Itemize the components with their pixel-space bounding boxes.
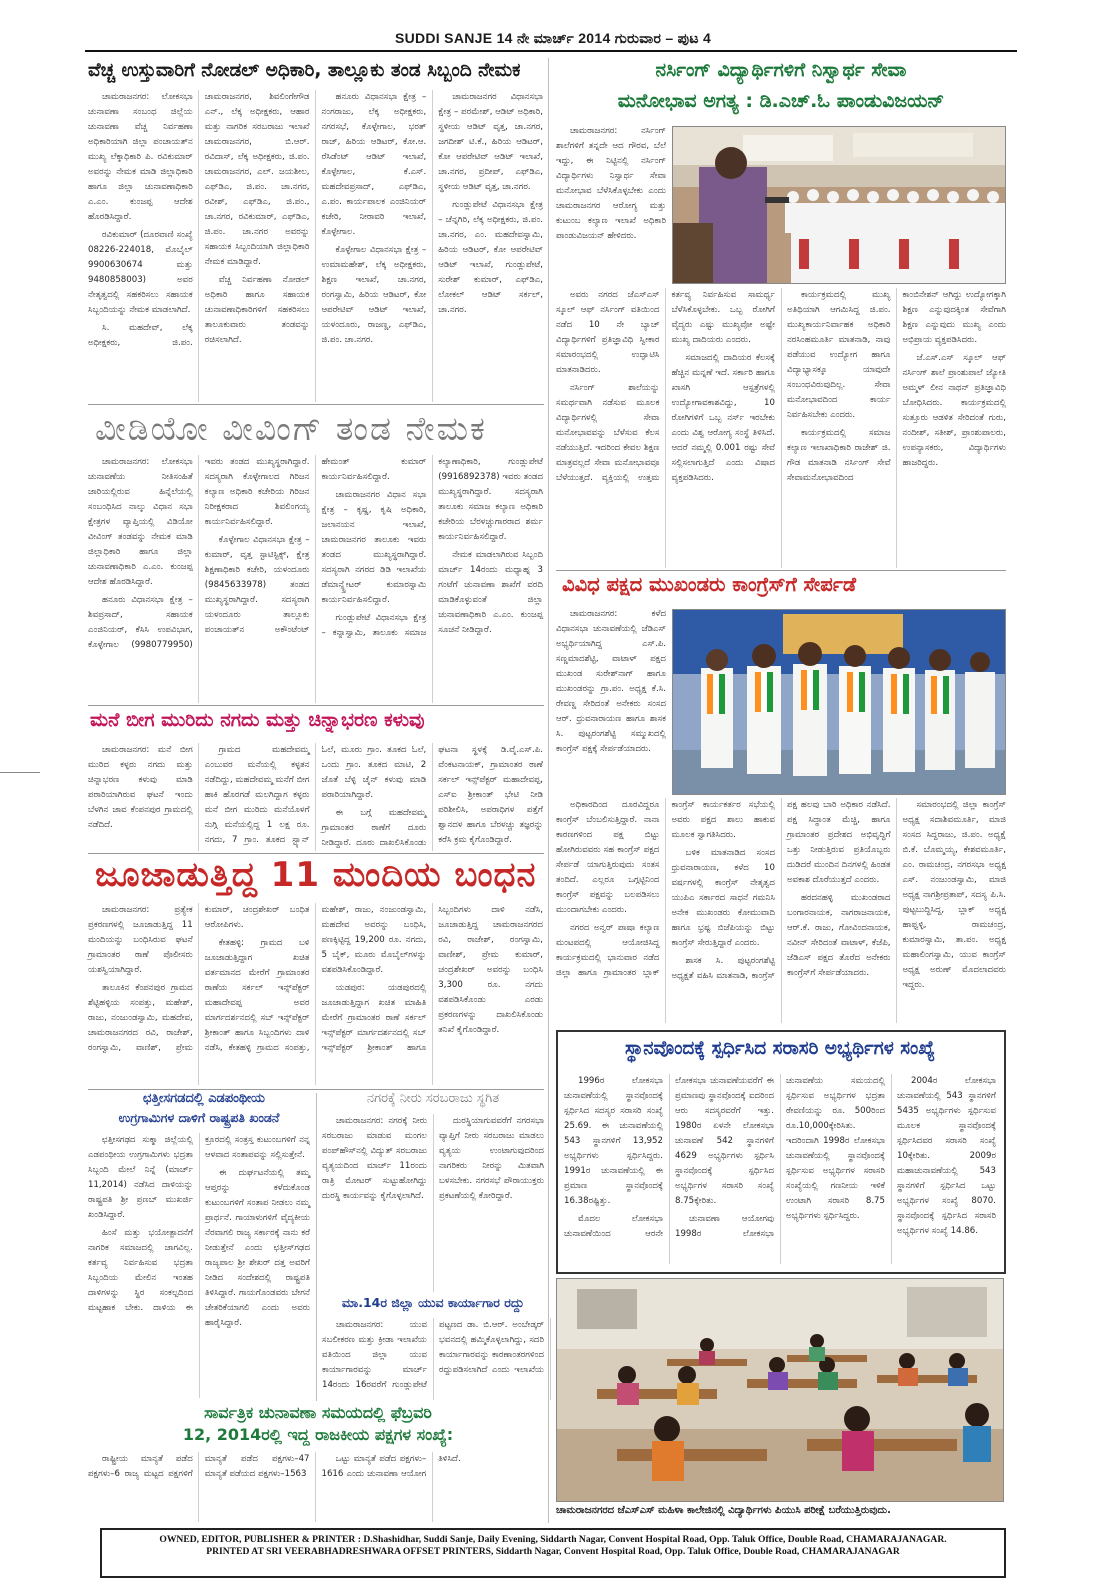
- nursing-para: ಕಾರ್ಯಕ್ರಮದಲ್ಲಿ ಸಮಾಜ ಕಲ್ಯಾಣ ಇಲಾಖಾಧಿಕಾರಿ ರಾಜೇಶ್ ಜಿ. ಗೌಡ ಮಾತನಾಡಿ ನರ್ಸಿಂಗ್ ಸೇವೆ ಸೇವಾಮನೋಭಾವದಿಂದ ಕಾಂಬಿನೇಶನ್ ಆಗಿದ್ದು ಉದ್ಯೋಗಕ್ಕಾಗಿ ಶಿಕ್ಷಣ ಎನ್ನುವುದಕ್ಕಿಂತ ಸೇವೆಗಾಗಿ ಶಿಕ್ಷಣ ಎನ್ನುವುದು ಮುಖ್ಯ ಎಂದು ಅಭಿಪ್ರಾಯ ವ್ಯಕ್ತಪಡಿಸಿದರು.: [787, 290, 1006, 483]
- nursing-headline-line2: ಮನೋಭಾವ ಅಗತ್ಯ : ಡಿ.ಎಚ್.ಓ ಪಾಂಡುವಿಜಯನ್: [617, 90, 945, 112]
- theft-para: ಚಾಮರಾಜನಗರ: ಮನೆ ಬೀಗ ಮುರಿದ ಕಳ್ಳರು ನಗದು ಮತ್ತು ಚಿನ್ನಾಭರಣ ಕಳುವು ಮಾಡಿ ಪರಾರಿಯಾಗಿರುವ ಘಟನೆ ಇಂದು ಬೆಳಗಿನ ಜಾವ ಕೆಂಪನಪುರ ಗ್ರಾಮದಲ್ಲಿ ನಡೆದಿದೆ.: [88, 745, 193, 830]
- exam-hall-photo: [556, 1278, 1004, 1502]
- congress-intro: [556, 607, 666, 795]
- section-divider: [88, 1089, 544, 1090]
- imprint-footer: [100, 1528, 1006, 1578]
- nursing-body: [556, 288, 1006, 568]
- candidates-headline: ಸ್ಥಾನವೊಂದಕ್ಕೆ ಸ್ಪರ್ಧಿಸಿದ ಸರಾಸರಿ ಅಭ್ಯರ್ಥಿಗಳ ಸಂಖ್ಯೆ: [625, 1038, 935, 1059]
- imprint-line-1: OWNED, EDITOR, PUBLISHER & PRINTER : D.Shashidhar, Suddi Sanje, Daily Evening, Siddarth Nagar, Convent Hospital Road, Opp. Taluk Office, Double Road, CHAMARAJANAGAR.: [159, 1534, 947, 1545]
- exam-photo-caption: ಚಾಮರಾಜನಗರದ ಜೆಎಸ್‌ಎಸ್ ಮಹಿಳಾ ಕಾಲೇಜಿನಲ್ಲಿ ವಿದ್ಯಾರ್ಥಿಗಳು ಪಿಯುಸಿ ಪರೀಕ್ಷೆ ಬರೆಯುತ್ತಿರುವುದು.: [556, 1505, 891, 1516]
- congress-body: [556, 798, 1006, 1023]
- video-para: ಗುಂಡ್ಲುಪೇಟೆ ವಿಧಾನಸಭಾ ಕ್ಷೇತ್ರ – ಕನ್ನಾಸ್ವಾಮಿ, ತಾಲೂಕು ಸಮಾಜ ಕಲ್ಯಾಣಾಧಿಕಾರಿ, ಗುಂಡ್ಲುಪೇಟೆ (9916892378) ಇವರು ತಂಡದ ಮುಖ್ಯಸ್ಥರಾಗಿದ್ದಾರೆ. ಸದಸ್ಯರಾಗಿ ತಾಲೂಕು ಸಮಾಜ ಕಲ್ಯಾಣ ಅಧಿಕಾರಿ ಕಚೇರಿಯ ಬೆರಳಚ್ಚುಗಾರರಾದ ಶರ್ಮ ಕಾರ್ಯನಿರ್ವಹಿಸಲಿದ್ದಾರೆ.: [321, 457, 543, 638]
- parties-para: ರಾಷ್ಟ್ರೀಯ ಮಾನ್ಯತೆ ಪಡೆದ ಪಕ್ಷಗಳು–6 ರಾಜ್ಯ ಮಟ್ಟದ ಪಕ್ಷಗಳಿಗೆ ಮಾನ್ಯತೆ ಪಡೆದ ಪಕ್ಷಗಳು–47 ಮಾನ್ಯತೆ ಪಡೆಯದ ಪಕ್ಷಗಳು–1563: [88, 1454, 310, 1479]
- video-para: ಚಾಮರಾಜನಗರ: ಲೋಕಸಭಾ ಚುನಾವಣೆಯ ನೀತಿಸಂಹಿತೆ ಜಾರಿಯಲ್ಲಿರುವ ಹಿನ್ನೆಲೆಯಲ್ಲಿ ಸಂಬಂಧಿಸಿದ ನಾಲ್ಕು ವಿಧಾನ ಸಭಾ ಕ್ಷೇತ್ರಗಳ ವ್ಯಾಪ್ತಿಯಲ್ಲಿ ವಿಡಿಯೋ ವೀವಿಂಗ್ ತಂಡವನ್ನು ನೇಮಕ ಮಾಡಿ ಜಿಲ್ಲಾಧಿಕಾರಿ ಹಾಗೂ ಜಿಲ್ಲಾ ಚುನಾವಣಾಧಿಕಾರಿ ಎ.ಎಂ. ಕುಂಜಪ್ಪ ಆದೇಶ ಹೊರಡಿಸಿದ್ದಾರೆ.: [88, 457, 193, 587]
- nursing-intro-para: ಚಾಮರಾಜನಗರ: ನರ್ಸಿಂಗ್ ಶಾಲೆಗಳಿಗೆ ತನ್ನದೇ ಆದ ಗೌರವ, ಬೆಲೆ ಇದ್ದು, ಈ ನಿಟ್ಟಿನಲ್ಲಿ ನರ್ಸಿಂಗ್ ವಿದ್ಯಾರ್ಥಿಗಳು ನಿಸ್ವಾರ್ಥ ಸೇವಾ ಮನೋಭಾವ ಬೆಳೆಸಿಕೊಳ್ಳಬೇಕು ಎಂದು ಚಾಮರಾಜನಗರ ಆರೋಗ್ಯ ಮತ್ತು ಕುಟುಂಬ ಕಲ್ಯಾಣ ಇಲಾಖೆ ಅಧಿಕಾರಿ ಪಾಂಡುವಿಜಯನ್ ಹೇಳಿದರು.: [556, 126, 666, 241]
- parties-body: [88, 1452, 543, 1522]
- candidates-para: ಮೊದಲ ಲೋಕಸಭಾ ಚುನಾವಣೆಯಿಂದ ಆರನೇ ಲೋಕಸಭಾ ಚುನಾವಣೆಯವರೆಗೆ ಈ ಪ್ರಮಾಣವು ಸ್ಥಾನವೊಂದಕ್ಕೆ ಐದರಿಂದ ಆರು ಸದಸ್ಯರವರೆಗೆ ಇತ್ತು. 1980ರ ಏಳನೇ ಲೋಕಸಭಾ ಚುನಾವಣೆ 542 ಸ್ಥಾನಗಳಿಗೆ 4629 ಅಭ್ಯರ್ಥಿಗಳು ಸ್ಪರ್ಧಿಸಿ ಸ್ಥಾನವೊಂದಕ್ಕೆ ಸ್ಪರ್ಧಿಸಿದ ಅಭ್ಯರ್ಥಿಗಳ ಸರಾಸರಿ ಸಂಖ್ಯೆ 8.75ಕ್ಕೇರಿತು.: [564, 1076, 774, 1239]
- gamblers-para: ಚಾಮರಾಜನಗರ: ಪ್ರತ್ಯೇಕ ಪ್ರಕರಣಗಳಲ್ಲಿ ಜೂಜಾಡುತ್ತಿದ್ದ 11 ಮಂದಿಯನ್ನು ಬಂಧಿಸಿರುವ ಘಟನೆ ಗ್ರಾಮಾಂತರ ಠಾಣೆ ಪೊಲೀಸರು ಯಶಸ್ವಿಯಾಗಿದ್ದಾರೆ.: [88, 905, 193, 975]
- candidates-body: [564, 1074, 996, 1264]
- maoist-para: ಛತ್ತೀಸಗಢದ ಸುಕ್ಮಾ ಜಿಲ್ಲೆಯಲ್ಲಿ ಎಡಪಂಥೀಯ ಉಗ್ರಗಾಮಿಗಳು ಭದ್ರತಾ ಸಿಬ್ಬಂದಿ ಮೇಲೆ ನಿನ್ನೆ (ಮಾರ್ಚ್ 11,2014) ನಡೆಸಿದ ದಾಳಿಯನ್ನು ರಾಷ್ಟ್ರಪತಿ ಶ್ರೀ ಪ್ರಣಬ್ ಮುಖರ್ಜಿ ಖಂಡಿಸಿದ್ದಾರೆ.: [88, 1135, 193, 1220]
- nodal-para: ಚಾಮರಾಜನಗರ: ಲೋಕಸಭಾ ಚುನಾವಣಾ ಸಂಬಂಧ ಜಿಲ್ಲೆಯ ಚುನಾವಣಾ ವೆಚ್ಚ ನಿರ್ವಹಣಾ ಅಧಿಕಾರಿಯಾಗಿ ಜಿಲ್ಲಾ ಪಂಚಾಯತ್‌ನ ಮುಖ್ಯ ಲೆಕ್ಕಾಧಿಕಾರಿ ಪಿ. ರವಿಕುಮಾರ್ ಅವರನ್ನು ನೇಮಕ ಮಾಡಿ ಜಿಲ್ಲಾಧಿಕಾರಿ ಹಾಗೂ ಜಿಲ್ಲಾ ಚುನಾವಣಾಧಿಕಾರಿ ಎ.ಎಂ. ಕುಂಜಪ್ಪ ಆದೇಶ ಹೊರಡಿಸಿದ್ದಾರೆ.: [88, 92, 193, 222]
- nodal-para: ಹನೂರು ವಿಧಾನಸಭಾ ಕ್ಷೇತ್ರ – ನಂಗರಾಜು, ಲೆಕ್ಕ ಅಧೀಕ್ಷಕರು, ನಗರಸಭೆ, ಕೊಳ್ಳೇಗಾಲ, ಭರತ್ ರಾಜ್, ಹಿರಿಯ ಆಡಿಟರ್, ಕೋ.ಆ. ರೆಸಿಡೆಂಟ್ ಆಡಿಟ್ ಇಲಾಖೆ, ಕೊಳ್ಳೇಗಾಲ, ಕೆ.ಎಸ್. ಮಹದೇವಪ್ರಸಾದ್, ಎಫ್‌ಡಿಎ, ಎ.ಪಂ. ಕಾರ್ಯಪಾಲಕ ಎಂಜಿನಿಯರ್ ಕಚೇರಿ, ನೀರಾವರಿ ಇಲಾಖೆ, ಕೊಳ್ಳೇಗಾಲ.: [321, 92, 427, 237]
- nursing-para: ಸಮಾಜದಲ್ಲಿ ದಾದಿಯರ ಕೆಲಸಕ್ಕೆ ಹೆಚ್ಚಿನ ಮನ್ನಣೆ ಇದೆ. ಸರ್ಕಾರಿ ಹಾಗೂ ಖಾಸಗಿ ಆಸ್ಪತ್ರೆಗಳಲ್ಲಿ ಉದ್ಯೋಗಾವಕಾಶವಿದ್ದು, 10 ರೋಗಿಗಳಿಗೆ ಒಬ್ಬ ನರ್ಸ್ ಇರಬೇಕು ಎಂದು ವಿಶ್ವ ಆರೋಗ್ಯ ಸಂಸ್ಥೆ ತಿಳಿಸಿದೆ. ಆದರೆ ನಮ್ಮಲ್ಲಿ 0.001 ರಷ್ಟು ಸೇವೆ ಸಲ್ಲಿಸಲಾಗುತ್ತಿದೆ ಎಂದು ವಿಷಾದ ವ್ಯಕ್ತಪಡಿಸಿದರು.: [671, 353, 775, 483]
- paper-name: SUDDI SANJE: [394, 30, 493, 46]
- maoist-para: ಈ ದುರ್ಘಟನೆಯಲ್ಲಿ ತಮ್ಮ ಆಪ್ತರನ್ನು ಕಳೆದುಕೊಂಡ ಕುಟುಂಬಗಳಿಗೆ ಸಂತಾಪ ನೀಡಲು ನಮ್ಮ ಪ್ರಾರ್ಥನೆ. ಗಾಯಾಳುಗಳಿಗೆ ವೈದ್ಯಕೀಯ ನೆರವಾಗಲಿ ರಾಜ್ಯ ಸರ್ಕಾರಕ್ಕೆ ನಾನು ಕರೆ ನೀಡುತ್ತೇನೆ ಎಂದು ಛತ್ತೀಸ್‌ಗಢದ ರಾಜ್ಯಪಾಲ ಶ್ರೀ ಶೇಖರ್ ದತ್ತ ಅವರಿಗೆ ನೀಡಿದ ಸಂದೇಶದಲ್ಲಿ ರಾಷ್ಟ್ರಪತಿ ತಿಳಿಸಿದ್ದಾರೆ. ಗಾಯಗೊಂಡವರು ಬೇಗನೆ ಚೇತರಿಕೆಯಾಗಲಿ ಎಂದು ಅವರು ಹಾರೈಸಿದ್ದಾರೆ.: [205, 1168, 310, 1328]
- masthead-rule: [85, 50, 1017, 52]
- congress-para: ಬಳಿಕ ಮಾತನಾಡಿದ ಸಂಸದ ಧ್ರುವನಾರಾಯಣ, ಕಳೆದ 10 ವರ್ಷಗಳಲ್ಲಿ ಕಾಂಗ್ರೆಸ್ ನೇತೃತ್ವದ ಯುಪಿಎ ಸರ್ಕಾರದ ಸಾಧನೆ ಗಮನಿಸಿ ಅನೇಕ ಮುಖಂಡರು ಕೋಮುವಾದಿ ಹಾಗೂ ಭ್ರಷ್ಟ ಬಿಜೆಪಿಯನ್ನು ಬಿಟ್ಟು ಕಾಂಗ್ರೆಸ್ ಸೇರುತ್ತಿದ್ದಾರೆ ಎಂದರು.: [671, 848, 775, 948]
- nursing-photo-image: [673, 127, 1005, 283]
- congress-headline: ವಿವಿಧ ಪಕ್ಷದ ಮುಖಂಡರು ಕಾಂಗ್ರೆಸ್‌ಗೆ ಸೇರ್ಪಡೆ: [562, 573, 857, 596]
- maoist-headline-line1: ಛತ್ತೀಸಗಡದಲ್ಲಿ ಎಡಪಂಥೀಯ: [143, 1091, 265, 1106]
- congress-para: ಹರದನಹಳ್ಳಿ ಮುಖಂಡರಾದ ಬಂಗಾರನಾಯಕ, ನಾಗರಾಜನಾಯಕ, ಆರ್.ಕೆ. ರಾಜು, ಗೋವಿಂದನಾಯಕ, ನವೀನ್ ಸೇರಿದಂತೆ ವಾಟಾಳ್, ಕೆಜೆಪಿ, ಜೆಡಿಎಸ್ ಪಕ್ಷದ ತೊರೆದ ಅನೇಕರು ಕಾಂಗ್ರೆಸ್‌ಗೆ ಸೇರ್ಪಡೆಯಾದರು.: [787, 893, 891, 978]
- nursing-para: ಜೆ.ಎಸ್.ಎಸ್ ಸ್ಕೂಲ್ ಆಫ್ ನರ್ಸಿಂಗ್ ಶಾಲೆ ಪ್ರಾಂಶುಪಾಲೆ ಜ್ಯೋತಿ ಅಮ್ಮಳ್ ಲೀನ ನಾಥನ್ ಪ್ರತಿಜ್ಞಾವಿಧಿ ಬೋಧಿಸಿದರು. ಕಾರ್ಯಕ್ರಮದಲ್ಲಿ ಸುತ್ತೂರು ಆಡಳಿತ ಸೇರಿದಂತೆ ಗುರು, ನಂದೀಶ್, ಸತೀಶ್, ಪ್ರಾಂಶುಪಾಲರು, ಉಪನ್ಯಾಸಕರು, ವಿದ್ಯಾರ್ಥಿಗಳು ಹಾಜರಿದ್ದರು.: [902, 353, 1006, 468]
- youth-headline: ಮಾ.14ರ ಜಿಲ್ಲಾ ಯುವ ಕಾರ್ಯಾಗಾರ ರದ್ದು: [341, 1295, 525, 1310]
- theft-headline: ಮನೆ ಬೀಗ ಮುರಿದು ನಗದು ಮತ್ತು ಚಿನ್ನಾಭರಣ ಕಳುವು: [90, 709, 425, 731]
- congress-para: ಶಾಸಕ ಸಿ. ಪುಟ್ಟರಂಗಶೆಟ್ಟಿ ಅಧ್ಯಕ್ಷತೆ ವಹಿಸಿ ಮಾತನಾಡಿ, ಕಾಂಗ್ರೆಸ್ ಪಕ್ಷ ಹಲವು ಬಾರಿ ಅಧಿಕಾರ ನಡೆಸಿದೆ. ಪಕ್ಷ ಸಿದ್ಧಾಂತ ಮೆಚ್ಚಿ, ಹಾಗೂ ಗ್ರಾಮಾಂತರ ಪ್ರದೇಶದ ಅಭಿವೃದ್ಧಿಗೆ ಒತ್ತು ನೀಡುತ್ತಿರುವ ಪ್ರತಿಯೊಬ್ಬರು ದುಡಿದರೆ ಮುಂದಿನ ದಿನಗಳಲ್ಲಿ ಹಿಂಡತ ಅವಕಾಶ ದೊರೆಯುತ್ತದೆ ಎಂದರು.: [671, 800, 891, 981]
- water-para: ಚಾಮರಾಜನಗರ: ನಗರಕ್ಕೆ ನೀರು ಸರಬರಾಜು ಮಾಡುವ ಮಂಗಲ ಪಂಪ್‌ಹೌಸ್‌ನಲ್ಲಿ ವಿದ್ಯುತ್ ಸರಬರಾಜು ವ್ಯತ್ಯಯದಿಂದ ಮಾರ್ಚ್ 11ರಂದು ರಾತ್ರಿ ಮೋಟರ್ ಸುಟ್ಟುಹೋಗಿದ್ದು ದುರಸ್ಥಿ ಕಾರ್ಯವನ್ನು ಕೈಗೊಳ್ಳಲಾಗಿದೆ.: [322, 1116, 427, 1201]
- section-divider: [88, 705, 544, 706]
- nursing-para: ಕಾರ್ಯಕ್ರಮದಲ್ಲಿ ಮುಖ್ಯ ಅತಿಥಿಯಾಗಿ ಆಗಮಿಸಿದ್ದ ಜಿ.ಪಂ. ಮುಖ್ಯಕಾರ್ಯನಿರ್ವಾಹಕ ಅಧಿಕಾರಿ ನರಸಿಂಹಮೂರ್ತಿ ಮಾತನಾಡಿ, ನಾವು ಪಡೆಯುವ ಉದ್ಯೋಗ ಹಾಗೂ ವಿದ್ಯಾಭ್ಯಾಸಕ್ಕೂ ಯಾವುದೇ ಸಂಬಂಧವಿರುವುದಿಲ್ಲ. ಸೇವಾ ಮನೋಭಾವದಿಂದ ಕಾರ್ಯ ನಿರ್ವಹಿಸಬೇಕು ಎಂದರು.: [787, 290, 891, 420]
- page-center-divider: [548, 58, 549, 1523]
- nursing-intro: [556, 124, 666, 282]
- section-divider: [88, 853, 544, 854]
- congress-intro-para: ಚಾಮರಾಜನಗರ: ಕಳೆದ ವಿಧಾನಸಭಾ ಚುನಾವಣೆಯಲ್ಲಿ ಜೆಡಿಎಸ್ ಅಭ್ಯರ್ಥಿಯಾಗಿದ್ದ ಎಸ್.ಪಿ. ಸಣ್ಣಮಾದಶೆಟ್ಟಿ, ವಾಟಾಳ್ ಪಕ್ಷದ ಮುಖಂಡ ಸುರೇಶ್‌ನಾಗ್ ಹಾಗೂ ಮುಖಂಡರನ್ನು ಗ್ರಾ.ಪಂ. ಅಧ್ಯಕ್ಷ ಕೆ.ಸಿ. ರೇವಣ್ಣ ಸೇರಿದಂತೆ ಅನೇಕರು ಸಂಸದ ಆರ್. ಧ್ರುವನಾರಾಯಣ ಹಾಗೂ ಶಾಸಕ ಸಿ. ಪುಟ್ಟರಂಗಶೆಟ್ಟಿ ಸಮ್ಮುಖದಲ್ಲಿ ಕಾಂಗ್ರೆಸ್ ಪಕ್ಷಕ್ಕೆ ಸೇರ್ಪಡೆಯಾದರು.: [556, 609, 666, 754]
- nodal-body: [88, 90, 543, 402]
- congress-para: ನಗರದ ಅನ್ವರ್ ಪಾಷಾ ಕಲ್ಯಾಣ ಮಂಟಪದಲ್ಲಿ ಆಯೋಜಿಸಿದ್ದ ಕಾರ್ಯಕ್ರಮದಲ್ಲಿ ಭಾನುವಾರ ನಡೆದ ಜಿಲ್ಲಾ ಹಾಗೂ ಗ್ರಾಮಾಂತರ ಬ್ಲಾಕ್ ಕಾಂಗ್ರೆಸ್ ಕಾರ್ಯಕರ್ತರ ಸಭೆಯಲ್ಲಿ ಅವರು ಪಕ್ಷದ ಶಾಲು ಹಾಕುವ ಮೂಲಕ ಸ್ವಾಗತಿಸಿದರು.: [556, 800, 775, 978]
- gamblers-headline: ಜೂಜಾಡುತ್ತಿದ್ದ 11 ಮಂದಿಯ ಬಂಧನ: [95, 855, 537, 895]
- page-number: ಪುಟ 4: [677, 30, 712, 46]
- water-body: [322, 1114, 544, 1292]
- parties-headline-line1: ಸಾರ್ವತ್ರಿಕ ಚುನಾವಣಾ ಸಮಯದಲ್ಲಿ ಫೆಬ್ರವರಿ: [204, 1403, 432, 1422]
- video-headline: ವೀಡಿಯೋ ವೀವಿಂಗ್ ತಂಡ ನೇಮಕ: [95, 409, 487, 448]
- crop-mark: [0, 772, 40, 773]
- theft-para: ಈ ಬಗ್ಗೆ ಮಹದೇವಮ್ಮ ಗ್ರಾಮಾಂತರ ಠಾಣೆಗೆ ದೂರು ನೀಡಿದ್ದಾರೆ. ದೂರು ದಾಖಲಿಸಿಕೊಂಡು ಘಟನಾ ಸ್ಥಳಕ್ಕೆ ಡಿ.ವೈ.ಎಸ್.ಪಿ. ವೆಂಕಟನಾಯಕ್, ಗ್ರಾಮಾಂತರ ಠಾಣೆ ಸರ್ಕಲ್ ಇನ್ಸ್‌ಪೆಕ್ಟರ್ ಮಹಾದೇವಪ್ಪ, ಎಸ್‌ಐ ಶ್ರೀಕಾಂತ್ ಭೇಟಿ ನೀಡಿ ಪರಿಶೀಲಿಸಿ, ಅಪರಾಧಿಗಳ ಪತ್ತೆಗೆ ಶ್ವಾನದಳ ಹಾಗೂ ಬೆರಳಚ್ಚು ತಜ್ಞರನ್ನು ಕರೆಸಿ ಕ್ರಮ ಕೈಗೊಂಡಿದ್ದಾರೆ.: [321, 745, 543, 848]
- section-divider: [88, 404, 544, 405]
- imprint-line-2: PRINTED AT SRI VEERABHADRESHWARA OFFSET PRINTERS, Siddarth Nagar, Convent Hospital Road, Opp. Taluk Office, Double Road, CHAMARAJANAGAR: [206, 1546, 900, 1557]
- candidates-para: 1996ರ ಲೋಕಸಭಾ ಚುನಾವಣೆಯಲ್ಲಿ ಸ್ಥಾನವೊಂದಕ್ಕೆ ಸ್ಪರ್ಧಿಸಿದ ಸದಸ್ಯರ ಸರಾಸರಿ ಸಂಖ್ಯೆ 25.69. ಈ ಚುನಾವಣೆಯಲ್ಲಿ 543 ಸ್ಥಾನಗಳಿಗೆ 13,952 ಅಭ್ಯರ್ಥಿಗಳು ಸ್ಪರ್ಧಿಸಿದ್ದರು. 1991ರ ಚುನಾವಣೆಯಲ್ಲಿ ಈ ಪ್ರಮಾಣ ಸ್ಥಾನವೊಂದಕ್ಕೆ 16.38ರಷ್ಟಿತ್ತು.: [564, 1076, 663, 1206]
- congress-photo-image: [673, 610, 1005, 794]
- congress-para: ಅಧಿಕಾರದಿಂದ ದೂರವಿದ್ದರೂ ಕಾಂಗ್ರೆಸ್ ಬೆಂಬಲಿಸುತ್ತಿದ್ದಾರೆ. ನಾನಾ ಕಾರಣಗಳಿಂದ ಪಕ್ಷ ಬಿಟ್ಟು ಹೋಗಿರುವವರು ಸಹ ಕಾಂಗ್ರೆಸ್ ಪಕ್ಷದ ಸೇರ್ಪಡೆ ಯಾಗುತ್ತಿರುವುದು ಸಂತಸ ತಂದಿದೆ. ಎಲ್ಲರೂ ಒಗ್ಗಟ್ಟಿನಿಂದ ಕಾಂಗ್ರೆಸ್ ಪಕ್ಷವನ್ನು ಬಲಪಡಿಸಲು ಮುಂದಾಗಬೇಕು ಎಂದರು.: [556, 800, 660, 915]
- gamblers-body: [88, 903, 543, 1085]
- gamblers-para: ಕೇತಹಳ್ಳಿ: ಗ್ರಾಮದ ಬಳಿ ಜೂಜಾಡುತ್ತಿದ್ದಾಗ ಖಚಿತ ವರ್ತಮಾನದ ಮೇರೆಗೆ ಗ್ರಾಮಾಂತರ ಠಾಣೆಯ ಸರ್ಕಲ್ ಇನ್ಸ್‌ಪೆಕ್ಟರ್ ಮಹಾದೇವಪ್ಪ ಅವರ ಮಾರ್ಗದರ್ಶನದಲ್ಲಿ ಸಬ್ ಇನ್ಸ್‌ಪೆಕ್ಟರ್ ಶ್ರೀಕಾಂತ್ ಹಾಗೂ ಸಿಬ್ಬಂದಿಗಳು ದಾಳಿ ನಡೆಸಿ, ಕೇತಹಳ್ಳಿ ಗ್ರಾಮದ ಸಂಪತ್ತು, ಮಹೇಶ್, ರಾಜು, ನಂಜುಂಡಸ್ವಾಮಿ, ಮಹದೇವ ಅವರನ್ನು ಬಂಧಿಸಿ, ಪಣಕ್ಕಿಟ್ಟಿದ್ದ 19,200 ರೂ. ನಗದು, 5 ಬೈಕ್, ಮೂರು ಮೊಬೈಲ್‌ಗಳನ್ನು ವಶಪಡಿಸಿಕೊಂಡಿದ್ದಾರೆ.: [204, 905, 427, 1053]
- candidates-para: ಚುನಾವಣಾ ಆಯೋಗವು 1998ರ ಲೋಕಸಭಾ ಚುನಾವಣೆಯ ಸಮಯದಲ್ಲಿ ಸ್ಪರ್ಧಿಸುವ ಅಭ್ಯರ್ಥಿಗಳ ಭದ್ರತಾ ಠೇವಣಿಯನ್ನು ರೂ. 500ರಿಂದ ರೂ.10,000ಕ್ಕೇರಿಸಿತು. ಇದರಿಂದಾಗಿ 1998ರ ಲೋಕಸಭಾ ಚುನಾವಣೆಯಲ್ಲಿ ಸ್ಥಾನವೊಂದಕ್ಕೆ ಸ್ಪರ್ಧಿಸುವ ಅಭ್ಯರ್ಥಿಗಳ ಸರಾಸರಿ ಸಂಖ್ಯೆಯಲ್ಲಿ ಗಣನೀಯ ಇಳಿಕೆ ಉಂಟಾಗಿ ಸರಾಸರಿ 8.75 ಅಭ್ಯರ್ಥಿಗಳು ಸ್ಪರ್ಧಿಸಿದ್ದರು.: [675, 1076, 885, 1239]
- congress-joining-photo: [672, 609, 1006, 795]
- maoist-body: [88, 1133, 310, 1398]
- section-divider: [556, 570, 1006, 571]
- nodal-para: ಚಾಮರಾಜನಗರ ವಿಧಾನಸಭಾ ಕ್ಷೇತ್ರ – ಪರಮೇಶ್, ಆಡಿಟ್ ಅಧಿಕಾರಿ, ಸ್ಥಳೀಯ ಆಡಿಟ್ ವೃತ್ತ, ಚಾ.ನಗರ, ಜಗದೀಶ್ ಟಿ.ಕೆ., ಹಿರಿಯ ಆಡಿಟರ್, ಕೋ ಆಪರೇಟಿವ್ ಆಡಿಟ್ ಇಲಾಖೆ, ಚಾ.ನಗರ, ಪ್ರದೀಪ್, ಎಫ್‌ಡಿಎ, ಸ್ಥಳೀಯ ಆಡಿಟ್ ವೃತ್ತ, ಚಾ.ನಗರ.: [438, 92, 543, 192]
- water-headline: ನಗರಕ್ಕೆ ನೀರು ಸರಬರಾಜು ಸ್ಥಗಿತ: [366, 1091, 500, 1106]
- nodal-para: ಸಿ. ಮಹದೇವ್, ಲೆಕ್ಕ ಅಧೀಕ್ಷಕರು, ಜಿ.ಪಂ. ಚಾಮರಾಜನಗರ, ಶಿವಲಿಂಗೇಗೌಡ ಎನ್., ಲೆಕ್ಕ ಅಧೀಕ್ಷಕರು, ಆಹಾರ ಮತ್ತು ನಾಗರಿಕ ಸರಬರಾಜು ಇಲಾಖೆ ಚಾಮರಾಜನಗರ, ಬಿ.ಆರ್. ರವಿದಾಸ್, ಲೆಕ್ಕ ಅಧೀಕ್ಷಕರು, ಜಿ.ಪಂ. ಚಾಮರಾಜನಗರ, ಎಲ್. ಜಯಶೀಲ, ಎಫ್‌ಡಿಎ, ಜಿ.ಪಂ. ಚಾ.ನಗರ, ರವೀಶ್, ಎಫ್‌ಡಿಎ, ಜಿ.ಪಂ., ಚಾ.ನಗರ, ರವಿಕುಮಾರ್, ಎಫ್‌ಡಿಎ, ಜಿ.ಪಂ. ಚಾ.ನಗರ ಅವರನ್ನು ಸಹಾಯಕ ಸಿಬ್ಬಂದಿಯಾಗಿ ಜಿಲ್ಲಾಧಿಕಾರಿ ನೇಮಕ ಮಾಡಿದ್ದಾರೆ.: [88, 92, 310, 348]
- exam-photo-image: [557, 1279, 1003, 1501]
- masthead: SUDDI SANJE 14 ನೇ ಮಾರ್ಚ್ 2014 ಗುರುವಾರ – ಪುಟ 4: [394, 30, 712, 46]
- youth-body: [322, 1318, 544, 1400]
- video-para: ಕೊಳ್ಳೇಗಾಲ ವಿಧಾನಸಭಾ ಕ್ಷೇತ್ರ – ಕುಮಾರ್, ವೃತ್ತ ಸ್ಟಾಟಿಸ್ಟಿಕ್ಸ್, ಕ್ಷೇತ್ರ ಶಿಕ್ಷಣಾಧಿಕಾರಿ ಕಚೇರಿ, ಯಳಂದೂರು (9845633978) ತಂಡದ ಮುಖ್ಯಸ್ಥರಾಗಿದ್ದಾರೆ. ಸದಸ್ಯರಾಗಿ ಯಳಂದೂರು ತಾಲ್ಲೂಕು ಪಂಚಾಯತ್‌ನ ಅಕೌಂಟೆಂಟ್ ಹೇಮಂತ್ ಕುಮಾರ್ ಕಾರ್ಯನಿರ್ವಹಿಸಲಿದ್ದಾರೆ.: [204, 457, 427, 635]
- nodal-headline: ವೆಚ್ಚ ಉಸ್ತುವಾರಿಗೆ ನೋಡಲ್ ಅಧಿಕಾರಿ, ತಾಲ್ಲೂಕು ತಂಡ ಸಿಬ್ಬಂದಿ ನೇಮಕ: [88, 60, 521, 81]
- video-para: ಚಾಮರಾಜನಗರ ವಿಧಾನ ಸಭಾ ಕ್ಷೇತ್ರ – ಕೃಷ್ಣ, ಕೃಷಿ ಅಧಿಕಾರಿ, ಜಲಾನಯನ ಇಲಾಖೆ, ಚಾಮರಾಜನಗರ ತಾಲೂಕು ಇವರು ತಂಡದ ಮುಖ್ಯಸ್ಥರಾಗಿದ್ದಾರೆ. ಸದಸ್ಯರಾಗಿ ನಗರದ ಡಿಡಿ ಇಲಾಖೆಯ ಡೆಮಾನ್ಸ್ಟ್ರೇಟರ್ ಕುಮಾರಸ್ವಾಮಿ ಕಾರ್ಯನಿರ್ವಹಿಸಲಿದ್ದಾರೆ.: [321, 490, 427, 605]
- video-para: ಹನೂರು ವಿಧಾನಸಭಾ ಕ್ಷೇತ್ರ – ಶಿವಪ್ರಸಾದ್, ಸಹಾಯಕ ಎಂಜಿನಿಯರ್, ಕೆಸಿಸಿ ಉಪವಿಭಾಗ, ಕೊಳ್ಳೇಗಾಲ (9980779950) ಇವರು ತಂಡದ ಮುಖ್ಯಸ್ಥರಾಗಿದ್ದಾರೆ. ಸದಸ್ಯರಾಗಿ ಕೊಳ್ಳೇಗಾಲದ ಗಿರಿಜನ ಕಲ್ಯಾಣ ಅಧಿಕಾರಿ ಕಚೇರಿಯ ಗಿರಿಜನ ನಿರೀಕ್ಷಕರಾದ ಶಿವಲಿಂಗಯ್ಯ ಕಾರ್ಯನಿರ್ವಹಿಸಲಿದ್ದಾರೆ.: [88, 457, 310, 650]
- gamblers-para: ತಾಲೂಕಿನ ಕೆಂಪನಪುರ ಗ್ರಾಮದ ಶೆಟ್ಟಿಹಳ್ಳಿಯ ಸಂಪತ್ತು, ಮಹೇಶ್, ರಾಜು, ನಂಜುಂಡಸ್ವಾಮಿ, ಮಹದೇವ, ಚಾಮರಾಜನಗರದ ರವಿ, ರಾಜೇಶ್, ರಂಗಸ್ವಾಮಿ, ವಾಣಿಶ್, ಪ್ರೇಮ ಕುಮಾರ್, ಚಂದ್ರಶೇಖರ್ ಬಂಧಿತ ಆರೋಪಿಗಳು.: [88, 905, 310, 1053]
- nursing-ceremony-photo: [672, 126, 1006, 284]
- video-para: ನೇಮಕ ಮಾಡಲಾಗಿರುವ ಸಿಬ್ಬಂದಿ ಮಾರ್ಚ್ 14ರಂದು ಮಧ್ಯಾಹ್ನ 3 ಗಂಟೆಗೆ ಚುನಾವಣಾ ಶಾಖೆಗೆ ವರದಿ ಮಾಡಿಕೊಳ್ಳುವಂತೆ ಜಿಲ್ಲಾ ಚುನಾವಣಾಧಿಕಾರಿ ಎ.ಎಂ. ಕುಂಜಪ್ಪ ಸೂಚನೆ ನೀಡಿದ್ದಾರೆ.: [438, 550, 543, 635]
- theft-body: [88, 743, 543, 851]
- gamblers-para: ಯಡಪುರ: ಯಡಪುರದಲ್ಲಿ ಜೂಜಾಡುತ್ತಿದ್ದಾಗ ಖಚಿತ ಮಾಹಿತಿ ಮೇರೆಗೆ ಗ್ರಾಮಾಂತರ ಠಾಣೆ ಸರ್ಕಲ್ ಇನ್ಸ್‌ಪೆಕ್ಟರ್ ಮಾರ್ಗದರ್ಶನದಲ್ಲಿ ಸಬ್ ಇನ್ಸ್‌ಪೆಕ್ಟರ್ ಶ್ರೀಕಾಂತ್ ಹಾಗೂ ಸಿಬ್ಬಂದಿಗಳು ದಾಳಿ ನಡೆಸಿ, ಜೂಜಾಡುತ್ತಿದ್ದ ಚಾಮರಾಜನಗರದ ರವಿ, ರಾಜೇಶ್, ರಂಗಸ್ವಾಮಿ, ವಾಣೀಶ್, ಪ್ರೇಮ ಕುಮಾರ್, ಚಂದ್ರಶೇಖರ್ ಅವರನ್ನು ಬಂಧಿಸಿ 3,300 ರೂ. ನಗದು ವಶಪಡಿಸಿಕೊಂಡು ಎರಡು ಪ್ರಕರಣಗಳನ್ನು ದಾಖಲಿಸಿಕೊಂಡು ತನಿಖೆ ಕೈಗೊಂಡಿದ್ದಾರೆ.: [321, 905, 543, 1053]
- nodal-para: ರವಿಕುಮಾರ್ (ದೂರವಾಣಿ ಸಂಖ್ಯೆ 08226-224018, ಮೊಬೈಲ್ 9900630674 ಮತ್ತು 9480858003) ಅವರ ನೇತೃತ್ವದಲ್ಲಿ ಸಹಕರಿಸಲು ಸಹಾಯಕ ಸಿಬ್ಬಂದಿಯನ್ನು ನೇಮಕ ಮಾಡಲಾಗಿದೆ.: [88, 230, 193, 315]
- nodal-para: ವೆಚ್ಚ ನಿರ್ವಹಣಾ ನೋಡಲ್ ಅಧಿಕಾರಿ ಹಾಗೂ ಸಹಾಯಕ ಚುನಾವಣಾಧಿಕಾರಿಗಳಿಗೆ ಸಹಕರಿಸಲು ತಾಲೂಕುವಾರು ತಂಡವನ್ನು ರಚಿಸಲಾಗಿದೆ.: [204, 275, 310, 345]
- maoist-headline-line2: ಉಗ್ರಗಾಮಿಗಳ ದಾಳಿಗೆ ರಾಷ್ಟ್ರಪತಿ ಖಂಡನೆ: [118, 1110, 280, 1125]
- parties-para: ಒಟ್ಟು ಮಾನ್ಯತೆ ಪಡೆದ ಪಕ್ಷಗಳು–1616 ಎಂದು ಚುನಾವಣಾ ಆಯೋಗ ತಿಳಿಸಿದೆ.: [321, 1454, 461, 1479]
- maoist-para: ಹಿಂಸೆ ಮತ್ತು ಭಯೋತ್ಪಾದನೆಗೆ ನಾಗರಿಕ ಸಮಾಜದಲ್ಲಿ ಜಾಗವಿಲ್ಲ. ಕರ್ತವ್ಯ ನಿರ್ವಹಿಸುವ ಭದ್ರತಾ ಸಿಬ್ಬಂದಿಯ ಮೇಲಿನ ಇಂತಹ ದಾಳಿಗಳನ್ನು ಸ್ಥಿರ ಸಂಕಲ್ಪದಿಂದ ಮಟ್ಟಹಾಕ ಬೇಕು. ದಾಳಿಯ ಈ ಕ್ರೂರದಲ್ಲಿ ಸಂತ್ರಸ್ತ ಕುಟುಂಬಗಳಿಗೆ ನನ್ನ ಆಳವಾದ ಸಂತಾಪವನ್ನು ಸಲ್ಲಿಸುತ್ತೇನೆ.: [88, 1135, 310, 1313]
- parties-headline-line2: 12, 2014ರಲ್ಲಿ ಇದ್ದ ರಾಜಕೀಯ ಪಕ್ಷಗಳ ಸಂಖ್ಯೆ:: [182, 1425, 454, 1444]
- water-para: ದುರಸ್ಥಿಯಾಗುವವರೆಗೆ ನಗರಸಭಾ ವ್ಯಾಪ್ತಿಗೆ ನೀರು ಸರಬರಾಜು ಮಾಡಲು ವ್ಯತ್ಯಯ ಉಂಟಾಗುವುದರಿಂದ ನಾಗರಿಕರು ನೀರನ್ನು ಮಿತವಾಗಿ ಬಳಸಬೇಕು. ನಗರಸಭೆ ಪೌರಾಯುಕ್ತರು ಪ್ರಕಟಣೆಯಲ್ಲಿ ಕೋರಿದ್ದಾರೆ.: [439, 1116, 544, 1201]
- candidates-para: 2004ರ ಲೋಕಸಭಾ ಚುನಾವಣೆಯಲ್ಲಿ 543 ಸ್ಥಾನಗಳಿಗೆ 5435 ಅಭ್ಯರ್ಥಿಗಳು ಸ್ಪರ್ಧಿಸುವ ಮೂಲಕ ಸ್ಥಾನವೊಂದಕ್ಕೆ ಸ್ಪರ್ಧಿಸಿದವರ ಸರಾಸರಿ ಸಂಖ್ಯೆ 10ಕ್ಕೇರಿತು. 2009ರ ಮಹಾಚುನಾವಣೆಯಲ್ಲಿ 543 ಸ್ಥಾನಗಳಿಗೆ ಸ್ಪರ್ಧಿಸಿದ ಒಟ್ಟು ಅಭ್ಯರ್ಥಿಗಳ ಸಂಖ್ಯೆ 8070. ಸ್ಥಾನವೊಂದಕ್ಕೆ ಸ್ಪರ್ಧಿಸಿದ ಸರಾಸರಿ ಅಭ್ಯರ್ಥಿಗಳ ಸಂಖ್ಯೆ 14.86.: [897, 1076, 996, 1236]
- column-divider: [316, 1093, 317, 1401]
- congress-para: ಸಮಾರಂಭದಲ್ಲಿ ಜಿಲ್ಲಾ ಕಾಂಗ್ರೆಸ್ ಅಧ್ಯಕ್ಷ ಸದಾಶಿವಮೂರ್ತಿ, ಮಾಜಿ ಸಂಸದ ಸಿದ್ದರಾಜು, ಜಿ.ಪಂ. ಅಧ್ಯಕ್ಷೆ ಬಿ.ಕೆ. ಬೊಮ್ಮಯ್ಯ, ಕೇಶವಮೂರ್ತಿ, ಎಂ. ರಾಮಚಂದ್ರ, ನಗರಸಭಾ ಅಧ್ಯಕ್ಷ ಎಸ್. ನಂಜುಂಡಸ್ವಾಮಿ, ಮಾಜಿ ಅಧ್ಯಕ್ಷ ನಾಗಶ್ರೀಪ್ರತಾಪ್, ಸದಸ್ಯ ಪಿ.ಸಿ. ಪುಟ್ಟಬುದ್ಧಿಸಿದ್ದ, ಬ್ಲಾಕ್ ಅಧ್ಯಕ್ಷ ಹಾಫ್ವಳ್ಳಿ, ರಾಮಚಂದ್ರ, ಕುಮಾರಸ್ವಾಮಿ, ತಾ.ಪಂ. ಅಧ್ಯಕ್ಷ ಮಹಾಲಿಂಗಸ್ವಾಮಿ, ಯುವ ಕಾಂಗ್ರೆಸ್ ಅಧ್ಯಕ್ಷ ಅರುಣ್ ಮೊದಲಾದವರು ಇದ್ದರು.: [902, 800, 1006, 990]
- nursing-headline-line1: ನರ್ಸಿಂಗ್ ವಿದ್ಯಾರ್ಥಿಗಳಿಗೆ ನಿಸ್ವಾರ್ಥ ಸೇವಾ: [655, 59, 907, 81]
- nursing-para: ನರ್ಸಿಂಗ್ ಶಾಲೆಯನ್ನು ಸಮರ್ಥವಾಗಿ ನಡೆಸುವ ಮೂಲಕ ವಿದ್ಯಾರ್ಥಿಗಳಲ್ಲಿ ಸೇವಾ ಮನೋಭಾವವನ್ನು ಬೆಳೆಸುವ ಕೆಲಸ ನಡೆಯುತ್ತಿದೆ. ಇದರಿಂದ ಕೇವಲ ಶಿಕ್ಷಣ ಮಾತ್ರವಲ್ಲದೆ ಸೇವಾ ಮನೋಭಾವವೂ ಬೆಳೆಯುತ್ತದೆ. ವ್ಯಕ್ತಿಯಲ್ಲಿ ಉತ್ತಮ ಕರ್ತವ್ಯ ನಿರ್ವಹಿಸುವ ಸಾಮರ್ಥ್ಯ ಬೆಳೆಸಿಕೊಳ್ಳಬೇಕು. ಒಬ್ಬ ರೋಗಿಗೆ ವೈದ್ಯರು ಎಷ್ಟು ಮುಖ್ಯವೋ ಅಷ್ಟೇ ಮುಖ್ಯ ದಾದಿಯರು ಎಂದರು.: [556, 290, 775, 483]
- nodal-para: ಗುಂಡ್ಲುಪೇಟೆ ವಿಧಾನಸಭಾ ಕ್ಷೇತ್ರ – ಚೆನ್ನಗಿರಿ, ಲೆಕ್ಕ ಅಧೀಕ್ಷಕರು, ಜಿ.ಪಂ. ಚಾ.ನಗರ, ಎಂ. ಮಹದೇವಸ್ವಾಮಿ, ಹಿರಿಯ ಆಡಿಟರ್, ಕೋ ಆಪರೇಟಿವ್ ಆಡಿಟ್ ಇಲಾಖೆ, ಗುಂಡ್ಲುಪೇಟೆ, ಸುರೇಶ್ ಕುಮಾರ್, ಎಫ್‌ಡಿಎ, ಲೋಕಲ್ ಆಡಿಟ್ ಸರ್ಕಲ್, ಚಾ.ನಗರ.: [438, 200, 543, 315]
- date-line: 14 ನೇ ಮಾರ್ಚ್ 2014 ಗುರುವಾರ: [496, 30, 662, 46]
- nursing-para: ಅವರು ನಗರದ ಜೆಎಸ್‌ಎಸ್ ಸ್ಕೂಲ್ ಆಫ್ ನರ್ಸಿಂಗ್ ವತಿಯಿಂದ ನಡೆದ 10 ನೇ ಬ್ಯಾಚ್ ವಿದ್ಯಾರ್ಥಿಗಳಿಗೆ ಪ್ರತಿಜ್ಞಾವಿಧಿ ಸ್ವೀಕಾರ ಸಮಾರಂಭದಲ್ಲಿ ಉದ್ಘಾಟಿಸಿ ಮಾತನಾಡಿದರು.: [556, 290, 660, 375]
- youth-para: ಚಾಮರಾಜನಗರ: ಯುವ ಸಬಲೀಕರಣ ಮತ್ತು ಕ್ರೀಡಾ ಇಲಾಖೆಯ ವತಿಯಿಂದ ಜಿಲ್ಲಾ ಯುವ ಕಾರ್ಯಾಗಾರವನ್ನು ಮಾರ್ಚ್ 14ರಂದು 16ರವರೆಗೆ ಗುಂಡ್ಲುಪೇಟೆ ಪಟ್ಟಣದ ಡಾ. ಬಿ.ಆರ್. ಅಂಬೇಡ್ಕರ್ ಭವನದಲ್ಲಿ ಹಮ್ಮಿಕೊಳ್ಳಲಾಗಿದ್ದು, ಸದರಿ ಕಾರ್ಯಾಗಾರವನ್ನು ಕಾರಣಾಂತರಗಳಿಂದ ರದ್ದುಪಡಿಸಲಾಗಿದೆ ಎಂದು ಇಲಾಖೆಯ: [322, 1320, 544, 1390]
- nodal-para: ಕೊಳ್ಳೇಗಾಲ ವಿಧಾನಸಭಾ ಕ್ಷೇತ್ರ – ಉಮಾಮಹೇಶ್, ಲೆಕ್ಕ ಅಧೀಕ್ಷಕರು, ಶಿಕ್ಷಣ ಇಲಾಖೆ, ಚಾ.ನಗರ, ರಂಗಸ್ವಾಮಿ, ಹಿರಿಯ ಆಡಿಟರ್, ಕೋ ಆಪರೇಟಿವ್ ಆಡಿಟ್ ಇಲಾಖೆ, ಯಳಂದೂರು, ರಾಜಣ್ಣ, ಎಫ್‌ಡಿಎ, ಜಿ.ಪಂ. ಚಾ.ನಗರ.: [321, 245, 427, 345]
- video-body: [88, 455, 543, 703]
- theft-para: ಗ್ರಾಮದ ಮಹದೇವಮ್ಮ ಎಂಬುವರ ಮನೆಯಲ್ಲಿ ಕಳ್ಳತನ ನಡೆದಿದ್ದು, ಮಹದೇವಮ್ಮ ಮನೆಗೆ ಬೀಗ ಹಾಕಿ ಹೊರಗಡೆ ಮಲಗಿದ್ದಾಗ ಕಳ್ಳರು ಮನೆ ಬೀಗ ಮುರಿದು ಮನೆಯೊಳಗೆ ನುಗ್ಗಿ ಮನೆಯಲ್ಲಿದ್ದ 1 ಲಕ್ಷ ರೂ. ನಗದು, 7 ಗ್ರಾಂ. ತೂಕದ ಸ್ಟ್ಯಾನ್ ಓಲೆ, ಮೂರು ಗ್ರಾಂ. ತೂಕದ ಓಲೆ, ಒಂದು ಗ್ರಾಂ. ತೂಕದ ಮಾಟಿ, 2 ಜೊತೆ ಬೆಳ್ಳಿ ಚೈನ್ ಕಳುವು ಮಾಡಿ ಪರಾರಿಯಾಗಿದ್ದಾರೆ.: [204, 745, 427, 845]
